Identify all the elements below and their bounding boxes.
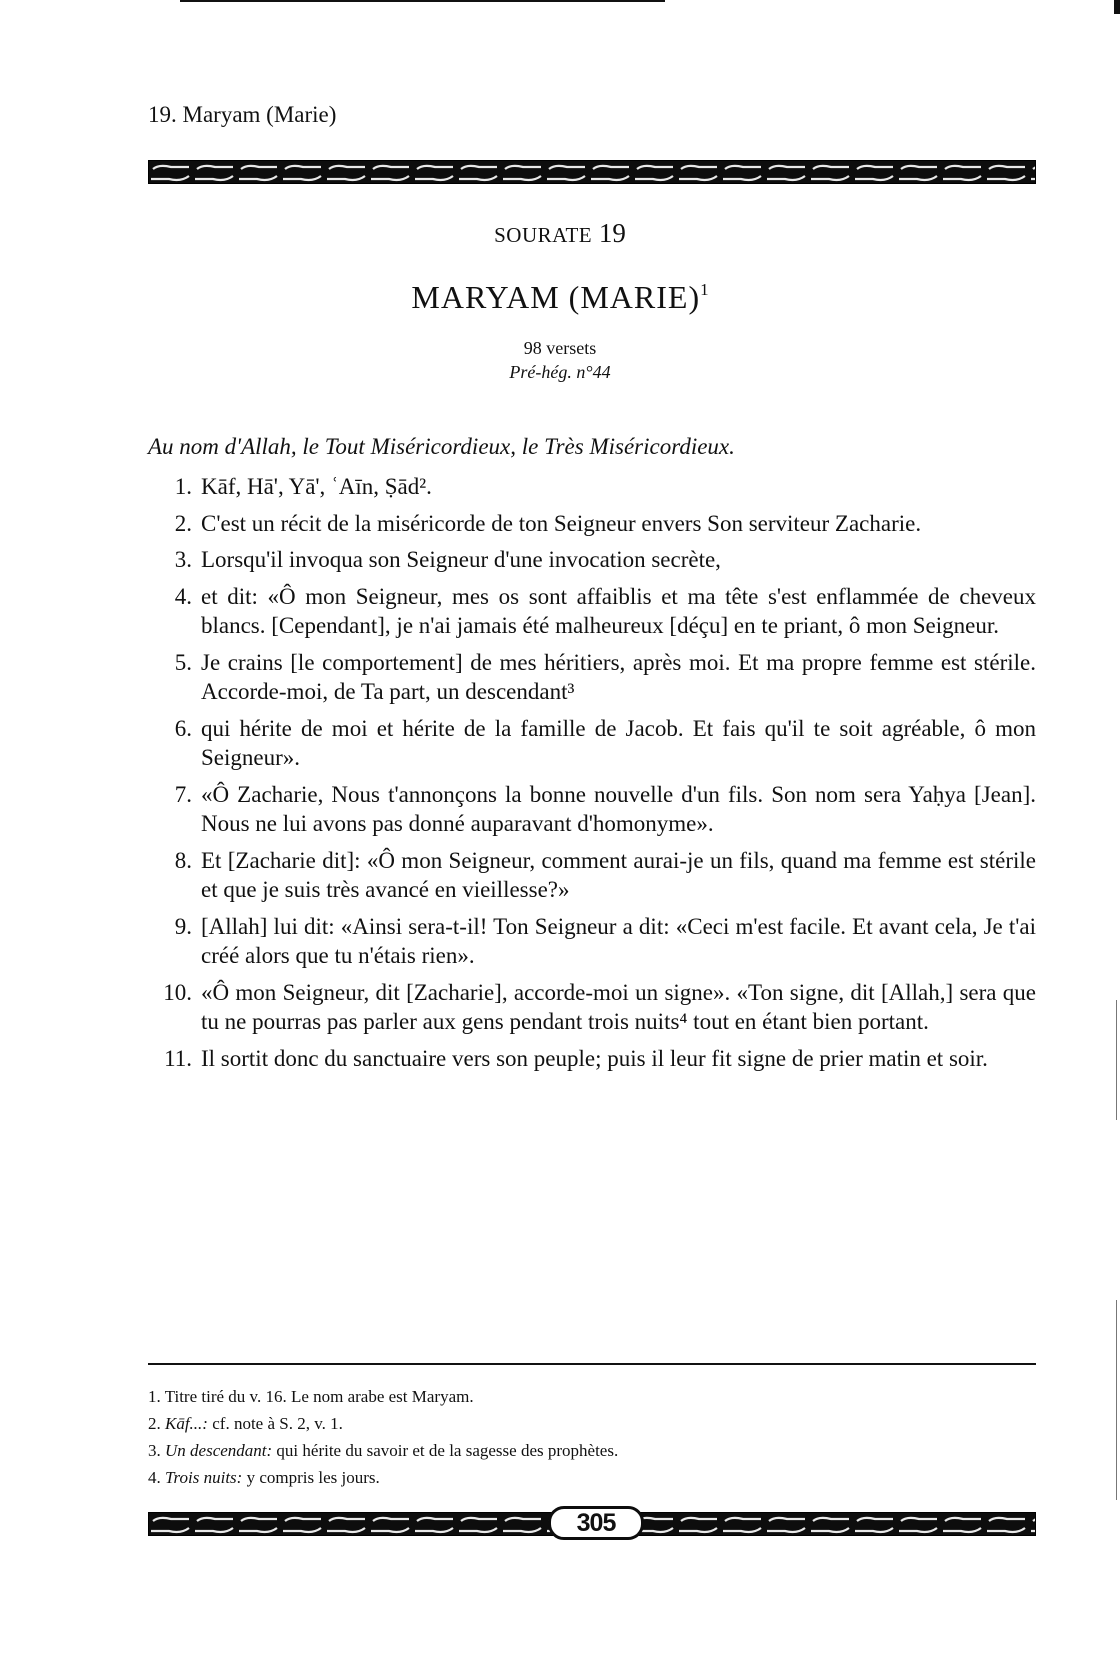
verse-2: [148, 509, 1036, 539]
verse-number: 9.: [174, 913, 192, 939]
verse-1: [148, 472, 1036, 502]
footnote-list: [148, 1383, 1036, 1491]
scan-edge-line-top: [1116, 1000, 1117, 1120]
page-number: 305: [548, 1506, 644, 1540]
verse-text: Je crains [le comportement] de mes héritiers, après moi. Et ma propre femme est stérile. Accorde-moi, de Ta part, un descendant³: [201, 649, 1036, 704]
scan-corner-mark: [1114, 0, 1120, 14]
footnote-3: 3. Un descendant: qui hérite du savoir et de la sagesse des prophètes.: [148, 1441, 619, 1460]
verse-9: [148, 912, 1036, 971]
ornament-band-top: [148, 160, 1036, 184]
running-head: 19. Maryam (Marie): [148, 102, 337, 127]
verse-text: Lorsqu'il invoqua son Seigneur d'une invocation secrète,: [201, 547, 721, 572]
verse-number: 1.: [174, 474, 192, 499]
verse-11: [148, 1044, 1036, 1074]
verse-6: [148, 714, 1036, 773]
verse-number: 8.: [174, 847, 192, 873]
verse-4: [148, 582, 1036, 641]
scan-edge-line-bottom: [1116, 1300, 1117, 1500]
footnote-4: 4. Trois nuits: y compris les jours.: [148, 1468, 380, 1487]
chain-ornament: [149, 161, 1036, 184]
verse-3: [148, 545, 1036, 575]
verse-number: 5.: [174, 649, 192, 675]
basmala: Au nom d'Allah, le Tout Miséricordieux, le Très Miséricordieux.: [148, 434, 735, 459]
verse-text: et dit: «Ô mon Seigneur, mes os sont affaiblis et ma tête s'est enflammée de cheveux blancs. [Cependant], je n'ai jamais été malheureux [déçu] en te priant, ô mon Seigneur.: [201, 583, 1036, 638]
verse-text: Et [Zacharie dit]: «Ô mon Seigneur, comment aurai-je un fils, quand ma femme est stérile et que je suis très avancé en vieillesse?»: [201, 847, 1036, 902]
verse-text: Il sortit donc du sanctuaire vers son peuple; puis il leur fit signe de prier matin et soir.: [201, 1045, 988, 1071]
verse-5: [148, 648, 1036, 707]
footnote-2: 2. Kāf...: cf. note à S. 2, v. 1.: [148, 1414, 343, 1433]
sourate-label: SOURATE 19: [494, 218, 626, 248]
verse-number: 4.: [174, 583, 192, 609]
verse-text: «Ô mon Seigneur, dit [Zacharie], accorde-moi un signe». «Ton signe, dit [Allah,] sera que tu ne pourras pas parler aux gens pendant trois nuits⁴ tout en étant bien portant.: [201, 979, 1036, 1034]
sourate-title: MARYAM (MARIE)$^1$: [411, 279, 709, 315]
verse-number: 3.: [174, 547, 192, 572]
verse-text: C'est un récit de la miséricorde de ton Seigneur envers Son serviteur Zacharie.: [201, 510, 922, 536]
revelation-classification: Pré-hég. n°44: [509, 362, 611, 382]
verse-number: 10.: [163, 979, 192, 1005]
verse-number: 7.: [174, 781, 192, 807]
top-edge-rule: [180, 0, 665, 2]
verse-number: 2.: [174, 510, 192, 536]
verse-list: [148, 472, 1036, 1080]
verse-count: 98 versets: [523, 338, 597, 358]
verse-number: 6.: [174, 715, 192, 741]
verse-text: «Ô Zacharie, Nous t'annonçons la bonne nouvelle d'un fils. Son nom sera Yaḥya [Jean]. Nous ne lui avons pas donné auparavant d'homonyme».: [201, 781, 1036, 836]
footnote-1: 1. Titre tiré du v. 16. Le nom arabe est Maryam.: [148, 1387, 474, 1406]
verse-7: [148, 780, 1036, 839]
verse-number: 11.: [164, 1045, 192, 1071]
title-note-ref: 1: [700, 280, 709, 299]
footnote-rule: [148, 1363, 1036, 1365]
verse-10: [148, 978, 1036, 1037]
verse-8: [148, 846, 1036, 905]
verse-text: Kāf, Hā', Yā', ʿAīn, Ṣād².: [201, 474, 432, 499]
verse-text: [Allah] lui dit: «Ainsi sera-t-il! Ton Seigneur a dit: «Ceci m'est facile. Et avant cela, Je t'ai créé alors que tu n'étais rien».: [201, 913, 1036, 968]
verse-text: qui hérite de moi et hérite de la famille de Jacob. Et fais qu'il te soit agréable, ô mon Seigneur».: [201, 715, 1036, 770]
